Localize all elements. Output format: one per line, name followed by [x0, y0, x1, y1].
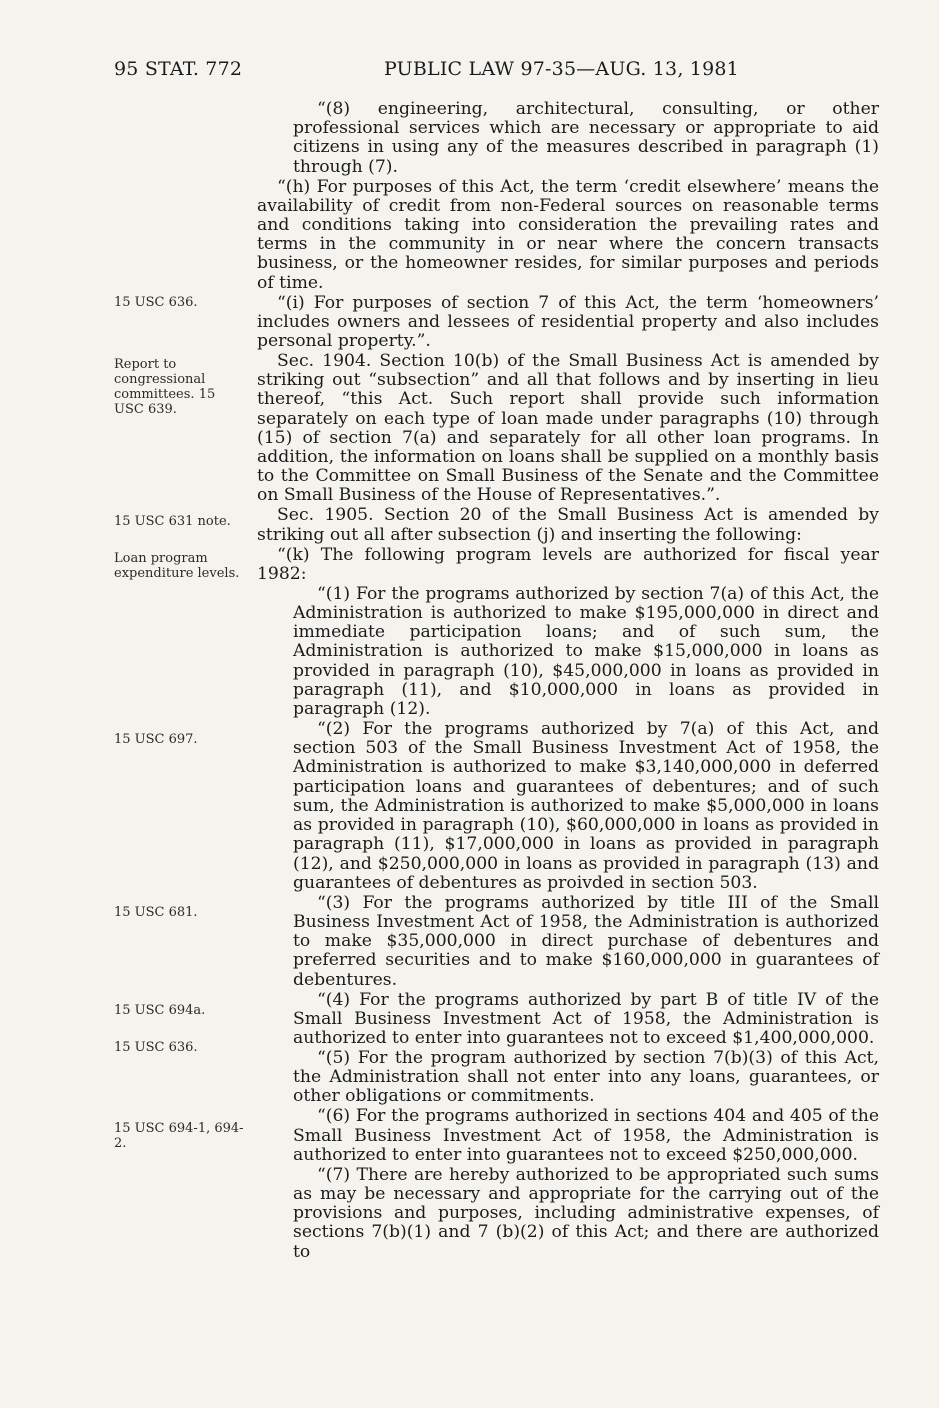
subsection-k: “(k) The following program levels are authorized for fiscal year 1982:: [257, 544, 879, 584]
program-5: “(5) For the program authorized by section 7(b)(3) of this Act, the Administration shall not enter into any loans, guarantees, or other obligations or commitments.: [293, 1047, 879, 1107]
paragraph-8: “(8) engineering, architectural, consulting, or other professional services which are necessary or appropriate to aid citizens in using any of the measures described in paragraph (1) through (7).: [293, 99, 879, 177]
page-stat-number: 95 STAT. 772: [114, 58, 243, 80]
program-7: “(7) There are hereby authorized to be appropriated such sums as may be necessary and appropriate for the carrying out of the provisions and purposes, including administrative expenses, of sections 7(b)(1) and 7 (b)(2) of this Act; and there are authorized to: [293, 1164, 879, 1262]
margin-note-usc-697: 15 USC 697.: [114, 732, 198, 747]
program-4: “(4) For the programs authorized by part B of title IV of the Small Business Investment Act of 1958, the Administration is authorized to enter into guarantees not to exceed $1,400,000,000.: [293, 989, 879, 1048]
margin-note-loan-levels: Loan program expenditure levels.: [114, 551, 240, 581]
subsection-h: “(h) For purposes of this Act, the term ‘credit elsewhere’ means the availability of credit from non-Federal sources on reasonable terms and conditions taking into consideration the prevailing rates and terms in the community in or near where the concern transacts business, or the homeowner resides, for similar purposes and periods of time.: [257, 176, 879, 293]
page-running-title: PUBLIC LAW 97-35—AUG. 13, 1981: [384, 58, 739, 80]
margin-note-usc-681: 15 USC 681.: [114, 905, 198, 920]
section-1905: Sec. 1905. Section 20 of the Small Business Act is amended by striking out all after subsection (j) and inserting the following:: [257, 505, 879, 545]
program-2: “(2) For the programs authorized by 7(a) of this Act, and section 503 of the Small Business Investment Act of 1958, the Administration is authorized to make $3,140,000,000 in deferred participation loans and guarantees of debentures; and of such sum, the Administration is authorized to make $5,000,000 in loans as provided in paragraph (10), $60,000,000 in loans as provided in paragraph (11), $17,000,000 in loans as provided in paragraph (12), and $250,000,000 in loans as provided in paragraph (13) and guarantees of debentures as proivded in section 503.: [293, 719, 879, 893]
program-3: “(3) For the programs authorized by title III of the Small Business Investment Act of 1958, the Administration is authorized to make $35,000,000 in direct purchase of debentures and preferred securities and to make $160,000,000 in guarantees of debentures.: [293, 892, 879, 990]
margin-note-usc-694a: 15 USC 694a.: [114, 1003, 206, 1018]
margin-note-usc-694: 15 USC 694-1, 694-2.: [114, 1121, 244, 1151]
section-1904: Sec. 1904. Section 10(b) of the Small Business Act is amended by striking out “subsection” and all that follows and by inserting in lieu thereof, “this Act. Such report shall provide such information separately on each type of loan made under paragraphs (10) through (15) of section 7(a) and separately for all other loan programs. In addition, the information on loans shall be supplied on a monthly basis to the Committee on Small Business of the Senate and the Committee on Small Business of the House of Representatives.”.: [257, 351, 879, 506]
margin-note-report: Report to congressional committees. 15 USC 639.: [114, 357, 216, 417]
subsection-i: “(i) For purposes of section 7 of this Act, the term ‘homeowners’ includes owners and lessees of residential property and also includes personal property.”.: [257, 292, 879, 352]
program-1: “(1) For the programs authorized by section 7(a) of this Act, the Administration is authorized to make $195,000,000 in direct and immediate participation loans; and of such sum, the Administration is authorized to make $15,000,000 in loans as provided in paragraph (10), $45,000,000 in loans as provided in paragraph (11), and $10,000,000 in loans as provided in paragraph (12).: [293, 583, 879, 720]
margin-note-usc-636-b: 15 USC 636.: [114, 1040, 198, 1055]
margin-note-usc-631: 15 USC 631 note.: [114, 514, 231, 529]
margin-note-usc-636: 15 USC 636.: [114, 295, 198, 310]
statute-body: [257, 100, 879, 1263]
program-6: “(6) For the programs authorized in sections 404 and 405 of the Small Business Investment Act of 1958, the Administration is authorized to enter into guarantees not to exceed $250,000,000.: [293, 1106, 879, 1165]
